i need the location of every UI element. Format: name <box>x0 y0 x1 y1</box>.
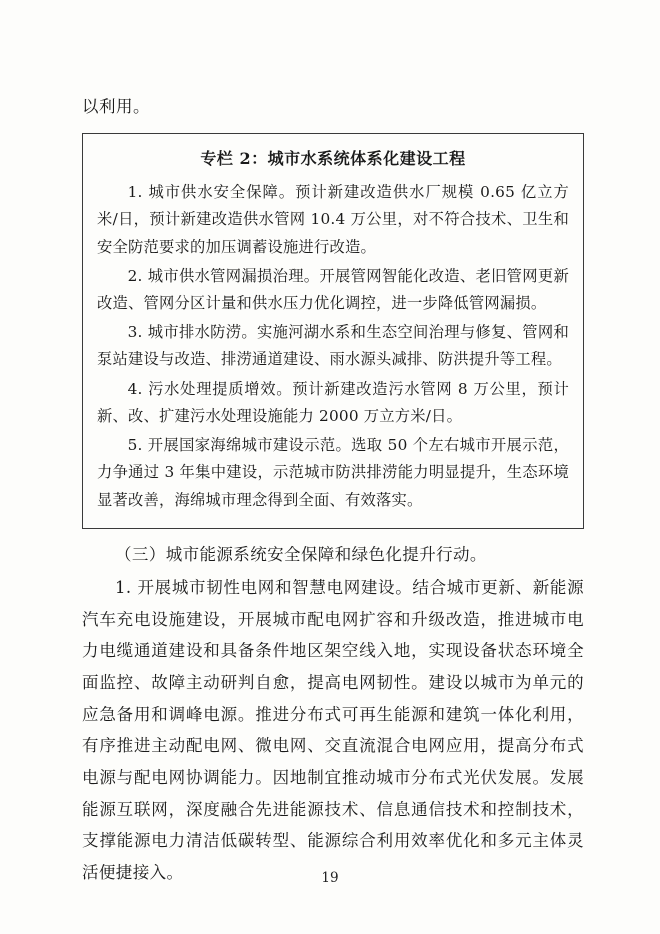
callout-title: 专栏 2：城市水系统体系化建设工程 <box>200 148 466 168</box>
callout-item: 3. 城市排水防涝。实施河湖水系和生态空间治理与修复、管网和泵站建设与改造、排涝通道建设、雨水源头减排、防洪提升等工程。 <box>97 323 569 369</box>
body-paragraph: 1. 开展城市韧性电网和智慧电网建设。结合城市更新、新能源汽车充电设施建设，开展城市配电网扩容和升级改造，推进城市电力电缆通道建设和具备条件地区架空线入地，实现设备状态环境全面监控、故障主动研判自愈，提高电网韧性。建设以城市为单元的应急备用和调峰电源。推进分布式可再生能源和建筑一体化利用，有序推进主动配电网、微电网、交直流混合电网应用，提高分布式电源与配电网协调能力。因地制宜推动城市分布式光伏发展。发展能源互联网，深度融合先进能源技术、信息通信技术和控制技术，支撑能源电力清洁低碳转型、能源综合利用效率优化和多元主体灵活便捷接入。 <box>82 578 584 883</box>
lead-line: 以利用。 <box>82 97 150 116</box>
page-number: 19 <box>321 870 339 886</box>
section-heading: （三）城市能源系统安全保障和绿色化提升行动。 <box>115 544 487 564</box>
callout-item: 2. 城市供水管网漏损治理。开展管网智能化改造、老旧管网更新改造、管网分区计量和供水压力优化调控，进一步降低管网漏损。 <box>97 266 569 312</box>
callout-box <box>82 133 584 529</box>
callout-item: 1. 城市供水安全保障。预计新建改造供水厂规模 0.65 亿立方米/日，预计新建改造供水管网 10.4 万公里，对不符合技术、卫生和安全防范要求的加压调蓄设施进行改造。 <box>97 183 569 256</box>
callout-item: 4. 污水处理提质增效。预计新建改造污水管网 8 万公里，预计新、改、扩建污水处理设施能力 2000 万立方米/日。 <box>97 379 569 425</box>
callout-item: 5. 开展国家海绵城市建设示范。选取 50 个左右城市开展示范，力争通过 3 年集中建设，示范城市防洪排涝能力明显提升，生态环境显著改善，海绵城市理念得到全面、有效落实。 <box>97 436 569 509</box>
